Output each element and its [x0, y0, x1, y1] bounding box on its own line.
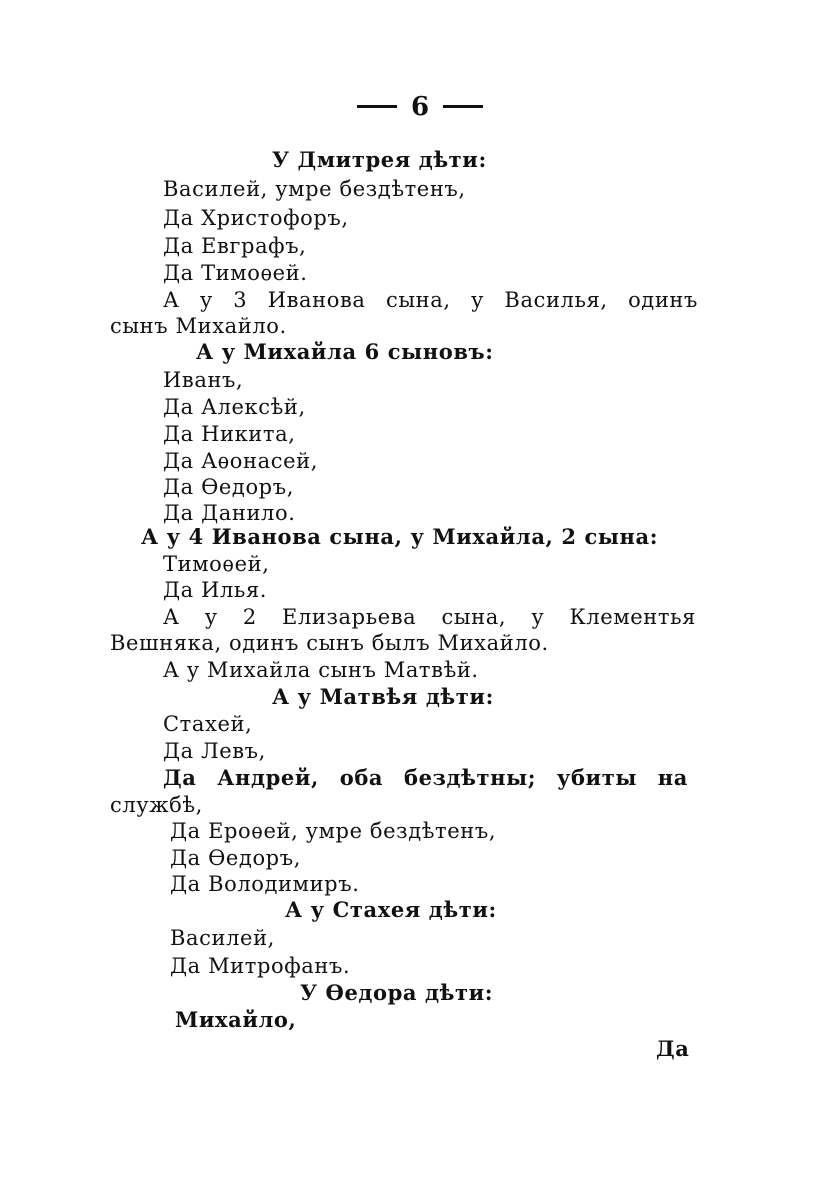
text-line: Да Данило.	[163, 501, 296, 525]
text-line: Да Митрофанъ.	[170, 954, 351, 978]
text-line: Да Ѳедоръ,	[163, 475, 294, 499]
text-line: Да Алексѣй,	[163, 395, 306, 419]
text-line: Да Ероѳей, умре бездѣтенъ,	[170, 819, 497, 843]
heading-ivanov-fourth-son: А у 4 Иванова сына, у Михайла, 2 сына:	[141, 524, 659, 549]
text-line: Иванъ,	[163, 368, 244, 392]
text-line: Вешняка, одинъ сынъ былъ Михайло.	[110, 631, 549, 655]
text-line: Да Аѳонасей,	[163, 449, 318, 473]
text-line: Стахей,	[163, 712, 253, 736]
heading-fedora-children: У Ѳедора дѣти:	[300, 980, 494, 1005]
page-number: 6	[410, 92, 430, 122]
text-line: сынъ Михайло.	[110, 314, 287, 338]
text-line: Да Ѳедоръ,	[170, 846, 301, 870]
heading-stakheya-children: А у Стахея дѣти:	[285, 897, 497, 922]
text-line: Да Христофоръ,	[163, 206, 349, 230]
text-line: Да Володимиръ.	[170, 872, 360, 896]
text-line: Да Никита,	[163, 422, 296, 446]
text-line: Тимоѳей,	[163, 552, 270, 576]
text-line: Да Андрей, оба бездѣтны; убиты на	[163, 765, 688, 790]
text-line: Василей, умре бездѣтенъ,	[163, 177, 466, 201]
text-line: Да Илья.	[163, 578, 268, 602]
right-dash	[443, 105, 483, 108]
page-number-header	[0, 92, 840, 122]
heading-matveya-children: А у Матвѣя дѣти:	[272, 684, 494, 709]
text-line: Да Левъ,	[163, 739, 266, 763]
heading-dmitrey-children: У Дмитрея дѣти:	[272, 147, 487, 172]
text-line: Да Тимоѳей.	[163, 261, 308, 285]
text-line: Василей,	[170, 926, 275, 950]
text-line: Михайло,	[175, 1007, 297, 1032]
heading-mikhaila-sons: А у Михайла 6 сыновъ:	[196, 339, 494, 364]
text-line: А у Михайла сынъ Матвѣй.	[163, 658, 479, 682]
text-line: службѣ,	[110, 793, 203, 817]
text-line: А у 2 Елизарьева сына, у Клементья	[163, 605, 696, 629]
text-line: Да Евграфъ,	[163, 234, 307, 258]
catchword: Да	[656, 1036, 690, 1061]
text-line: А у 3 Иванова сына, у Василья, одинъ	[163, 288, 698, 312]
left-dash	[357, 105, 397, 108]
